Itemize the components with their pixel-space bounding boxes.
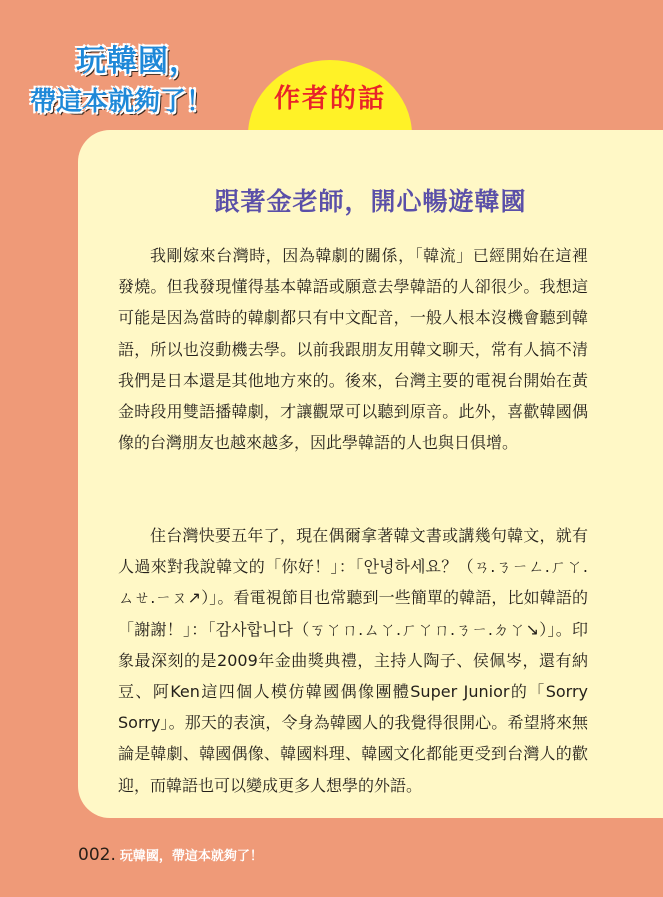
- book-logo: [30, 44, 250, 134]
- book-logo-line1: 玩韓國，: [76, 44, 200, 79]
- article-paragraph-1: 我剛嫁來台灣時，因為韓劇的關係，「韓流」已經開始在這裡發燒。但我發現懂得基本韓語或願意去學韓語的人卻很少。我想這可能是因為當時的韓劇都只有中文配音，一般人根本沒機會聽到韓語，所以也沒動機去學。以前我跟朋友用韓文聊天，常有人搞不清我們是日本還是其他地方來的。後來，台灣主要的電視台開始在黃金時段用雙語播韓劇，才讓觀眾可以聽到原音。此外，喜歡韓國偶像的台灣朋友也越來越多，因此學韓語的人也與日俱增。: [118, 246, 588, 453]
- article-paragraph-2: 住台灣快要五年了，現在偶爾拿著韓文書或講幾句韓文，就有人過來對我說韓文的「你好！」：「안녕하세요？（ㄢ.ㄋㄧㄥ.ㄏㄚ.ㄙㄝ.ㄧㄡ↗）」。看電視節目也常聽到一些簡單的韓語，比如韓語的「謝謝！」：「감사합니다（ㄎㄚㄇ.ㄙㄚ.ㄏㄚㄇ.ㄋㄧ.ㄉㄚ↘）」。印象最深刻的是2009年金曲獎典禮，主持人陶子、侯佩岑，還有納豆、阿Ken這四個人模仿韓國偶像團體Super Junior的「Sorry Sorry」。那天的表演，令身為韓國人的我覺得很開心。希望將來無論是韓劇、韓國偶像、韓國料理、韓國文化都能更受到台灣人的歡迎，而韓語也可以變成更多人想學的外語。: [118, 526, 588, 795]
- page-footer: [78, 845, 263, 865]
- section-label: 作者的話: [273, 84, 386, 114]
- book-logo-line2: 帶這本就夠了！: [30, 87, 213, 117]
- page-number: 002.: [78, 845, 116, 865]
- article-title: 跟著金老師，開心暢遊韓國: [214, 187, 527, 216]
- footer-book-title: 玩韓國，帶這本就夠了！: [119, 849, 263, 864]
